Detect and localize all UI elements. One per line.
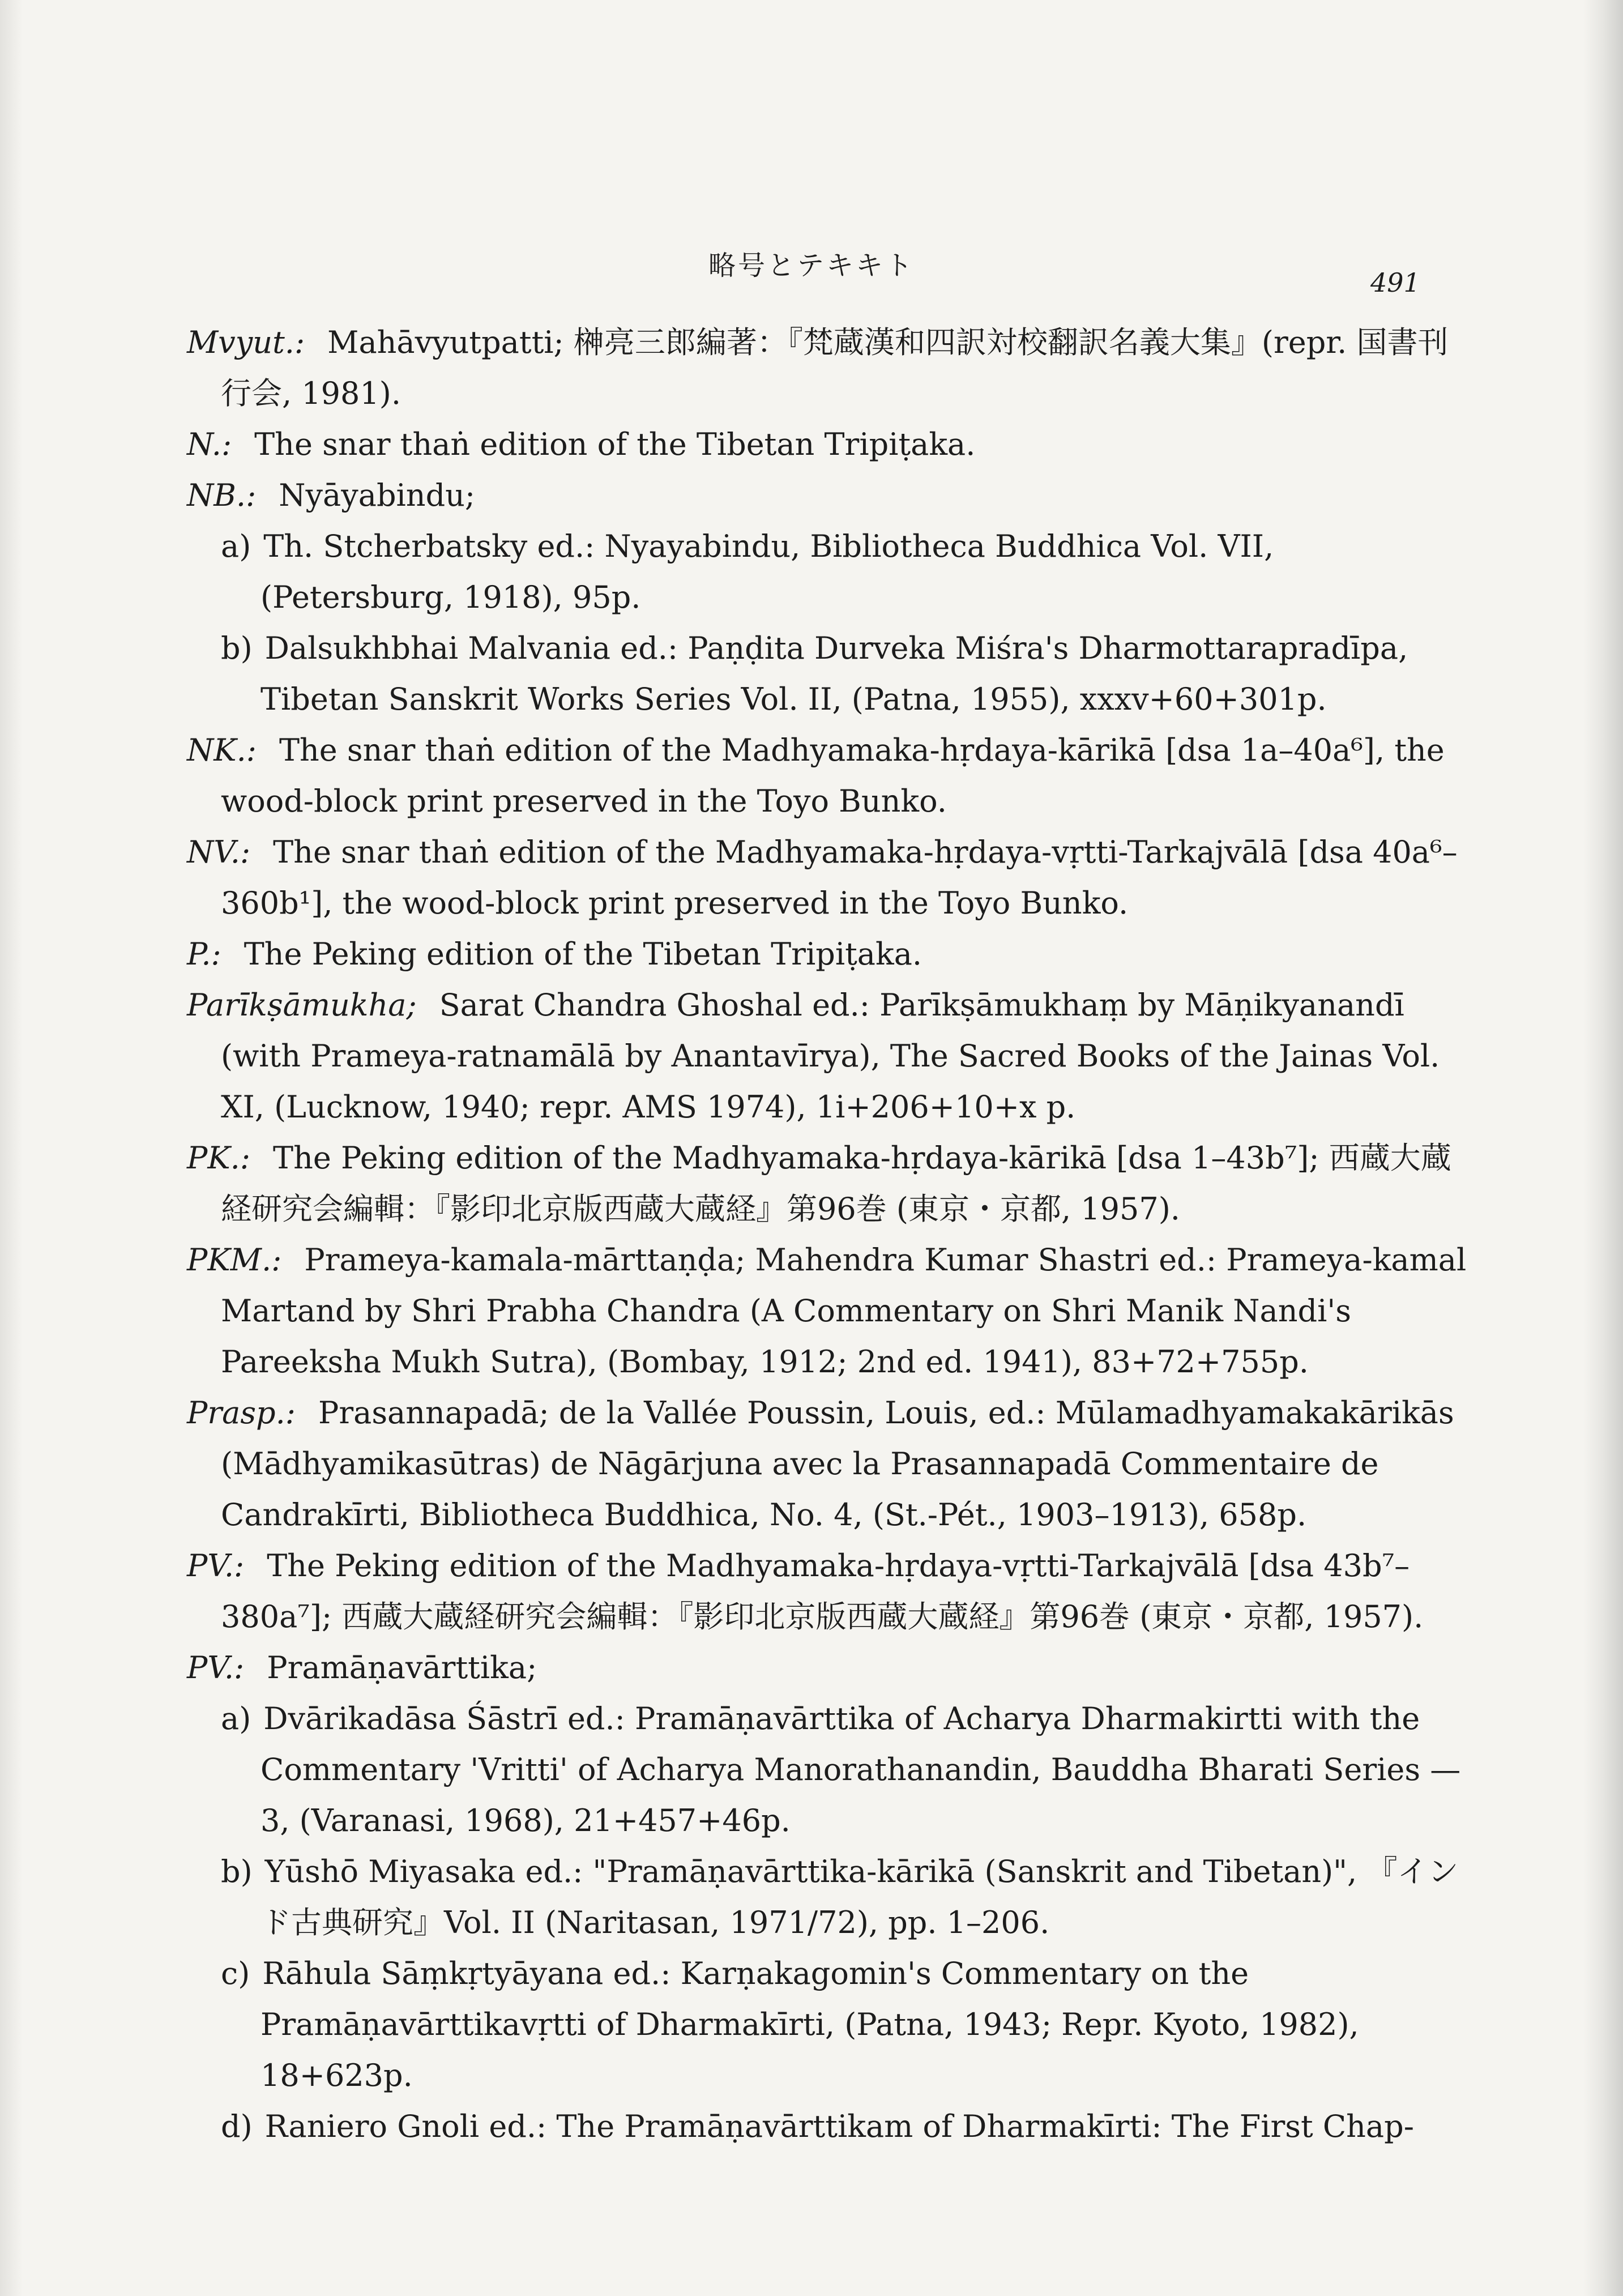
entry-abbreviation: NK.: (187, 732, 257, 768)
entry-abbreviation: PKM.: (187, 1242, 282, 1278)
entry-text: Mahāvyutpatti; 榊亮三郎編著：『梵蔵漢和四訳対校翻訳名義大集』(repr. 国書刊行会, 1981). (221, 325, 1449, 411)
entry-abbreviation: NV.: (187, 834, 251, 870)
entry-abbreviation: PV.: (187, 1548, 245, 1584)
entry-pk (187, 1133, 1472, 1235)
sub-entry-nb-b (187, 623, 1472, 725)
page-number: 491 (1370, 267, 1420, 298)
sub-entry-nb-a (187, 521, 1472, 623)
entry-text: Pramāṇavārttika; (267, 1650, 537, 1685)
entry-n (187, 419, 1472, 470)
entry-abbreviation: PV.: (187, 1650, 245, 1685)
entry-abbreviation: P.: (187, 936, 221, 972)
entry-text: Dvārikadāsa Śāstrī ed.: Pramāṇavārttika of Acharya Dharmakirtti with the Commentary 'Vritti' of Acharya Manorathanandin, Bauddha Bharati Series —3, (Varanasi, 1968), 21+457+46p. (260, 1701, 1461, 1838)
entry-abbreviation: Parīkṣāmukha; (187, 987, 417, 1023)
entry-nk (187, 725, 1472, 827)
entry-text: The snar thaṅ edition of the Tibetan Tripiṭaka. (254, 426, 976, 462)
entry-text: Yūshō Miyasaka ed.: "Pramāṇavārttika-kārikā (Sanskrit and Tibetan)", 『インド古典研究』Vol. II (Naritasan, 1971/72), pp. 1–206. (260, 1854, 1459, 1940)
sub-entry-label: a) (221, 528, 251, 564)
entry-pkm (187, 1235, 1472, 1388)
entry-p (187, 929, 1472, 980)
entry-pv-pramanavarttika (187, 1642, 1472, 1693)
entry-text: Sarat Chandra Ghoshal ed.: Parīkṣāmukhaṃ by Māṇikyanandī (with Prameya-ratnamālā by Anantavīrya), The Sacred Books of the Jainas Vol. XI, (Lucknow, 1940; repr. AMS 1974), 1i+206+10+x p. (221, 987, 1440, 1125)
entry-abbreviation: PK.: (187, 1140, 251, 1176)
sub-entry-pv-c (187, 1948, 1472, 2101)
sub-entry-label: a) (221, 1701, 251, 1736)
sub-entry-label: b) (221, 1854, 253, 1889)
running-head: 略号とテキキト (708, 250, 915, 281)
entry-nb (187, 470, 1472, 521)
entry-abbreviation: Mvyut.: (187, 325, 305, 360)
entry-text: The Peking edition of the Tibetan Tripiṭaka. (244, 936, 922, 972)
sub-entry-label: b) (221, 630, 253, 666)
entry-text: The snar thaṅ edition of the Madhyamaka-hṛdaya-kārikā [dsa 1a–40a⁶], the wood-block print preserved in the Toyo Bunko. (221, 732, 1445, 819)
sub-entry-pv-d (187, 2101, 1472, 2152)
entry-pariksamukha (187, 980, 1472, 1133)
entry-abbreviation: NB.: (187, 477, 257, 513)
entry-pv-peking (187, 1540, 1472, 1642)
page-edge-shadow-right (1583, 0, 1623, 2296)
entry-text: Rāhula Sāṃkṛtyāyana ed.: Karṇakagomin's Commentary on the Pramāṇavārttikavṛtti of Dharmakīrti, (Patna, 1943; Repr. Kyoto, 1982), 18+623p. (260, 1956, 1359, 2093)
entry-text: Th. Stcherbatsky ed.: Nyayabindu, Bibliotheca Buddhica Vol. VII, (Petersburg, 1918), 95p. (260, 528, 1274, 615)
entry-abbreviation: Prasp.: (187, 1395, 296, 1431)
entry-prasp (187, 1388, 1472, 1540)
sub-entry-label: c) (221, 1956, 250, 1991)
entry-abbreviation: N.: (187, 426, 232, 462)
sub-entry-pv-a (187, 1693, 1472, 1846)
entry-text: Nyāyabindu; (279, 477, 476, 513)
entry-text: The Peking edition of the Madhyamaka-hṛdaya-kārikā [dsa 1–43b⁷]; 西蔵大蔵経研究会編輯：『影印北京版西蔵大蔵経』第96巻 (東京・京都, 1957). (221, 1140, 1451, 1227)
sub-entry-label: d) (221, 2109, 253, 2144)
entry-text: Dalsukhbhai Malvania ed.: Paṇḍita Durveka Miśra's Dharmottarapradīpa, Tibetan Sanskrit Works Series Vol. II, (Patna, 1955), xxxv+60+301p. (260, 630, 1408, 717)
entry-text: The snar thaṅ edition of the Madhyamaka-hṛdaya-vṛtti-Tarkajvālā [dsa 40a⁶–360b¹], the wood-block print preserved in the Toyo Bunko. (221, 834, 1458, 921)
page-edge-shadow-left (0, 0, 23, 2296)
abbreviation-list (187, 317, 1472, 2152)
entry-text: Prasannapadā; de la Vallée Poussin, Louis, ed.: Mūlamadhyamakakārikās (Mādhyamikasūtras) de Nāgārjuna avec la Prasannapadā Commentaire de Candrakīrti, Bibliotheca Buddhica, No. 4, (St.-Pét., 1903–1913), 658p. (221, 1395, 1454, 1533)
entry-text: Raniero Gnoli ed.: The Pramāṇavārttikam of Dharmakīrti: The First Chap- (264, 2109, 1414, 2144)
entry-nv (187, 827, 1472, 929)
entry-text: The Peking edition of the Madhyamaka-hṛdaya-vṛtti-Tarkajvālā [dsa 43b⁷–380a⁷]; 西蔵大蔵経研究会編輯：『影印北京版西蔵大蔵経』第96巻 (東京・京都, 1957). (221, 1548, 1424, 1634)
entry-mvyut (187, 317, 1472, 419)
entry-text: Prameya-kamala-mārttaṇḍa; Mahendra Kumar Shastri ed.: Prameya-kamal Martand by Shri Prabha Chandra (A Commentary on Shri Manik Nandi's Pareeksha Mukh Sutra), (Bombay, 1912; 2nd ed. 1941), 83+72+755p. (221, 1242, 1467, 1380)
sub-entry-pv-b (187, 1846, 1472, 1948)
